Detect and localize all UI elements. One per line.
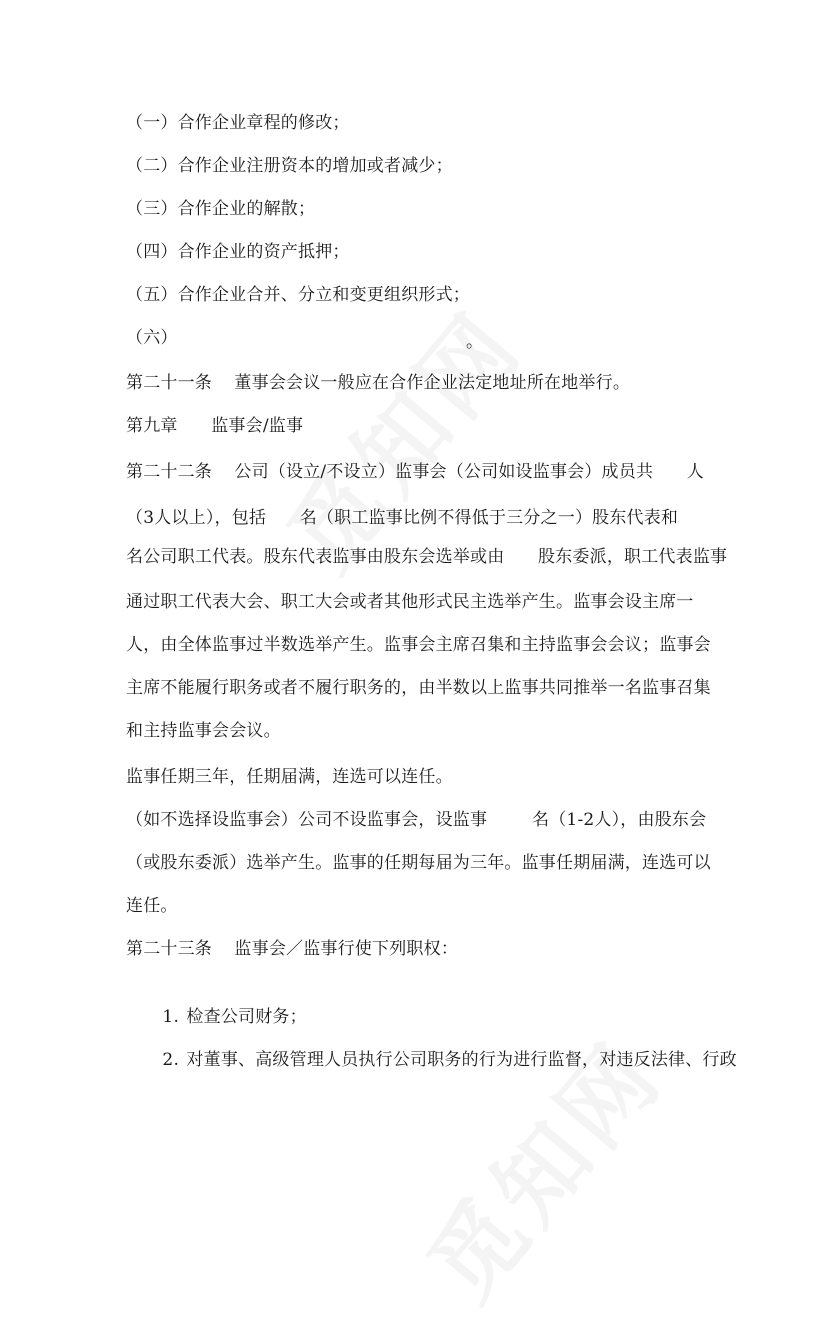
article-22-line-7: 和主持监事会会议。	[126, 721, 281, 741]
list-text: 检查公司财务；	[186, 1007, 307, 1027]
no-board-line-3: 连任。	[126, 896, 178, 916]
list-item-2	[140, 1027, 737, 1093]
clause-item-2: （二）合作企业注册资本的增加或者减少；	[126, 156, 453, 176]
clause-item-5: （五）合作企业合并、分立和变更组织形式；	[126, 285, 470, 305]
clause-item-6: （六）	[126, 328, 178, 348]
supervisor-term: 监事任期三年，任期届满，连选可以连任。	[126, 767, 453, 787]
article-22-line-4: 通过职工代表大会、职工大会或者其他形式民主选举产生。监事会设主席一	[126, 592, 694, 612]
clause-item-6-end: 。	[466, 332, 483, 352]
article-22-line-3: 名公司职工代表。股东代表监事由股东会选举或由 股东委派，职工代表监事	[126, 547, 728, 567]
article-21: 第二十一条 董事会会议一般应在合作企业法定地址所在地举行。	[126, 373, 631, 393]
article-22-line-6: 主席不能履行职务或者不履行职务的，由半数以上监事共同推举一名监事召集	[126, 678, 711, 698]
no-board-line-2: （或股东委派）选举产生。监事的任期每届为三年。监事任期届满，连选可以	[126, 853, 711, 873]
article-22-line-5: 人，由全体监事过半数选举产生。监事会主席召集和主持监事会会议；监事会	[126, 635, 711, 655]
article-22-line-1: 第二十二条 公司（设立/不设立）监事会（公司如设监事会）成员共 人	[126, 462, 704, 482]
list-number: 2.	[162, 1050, 180, 1070]
list-text: 对董事、高级管理人员执行公司职务的行为进行监督，对违反法律、行政	[186, 1050, 737, 1070]
no-board-line-1: （如不选择设监事会）公司不设监事会，设监事 名（1-2人），由股东会	[126, 810, 707, 830]
clause-item-3: （三）合作企业的解散；	[126, 199, 316, 219]
clause-item-4: （四）合作企业的资产抵押；	[126, 242, 350, 262]
article-22-line-2: （3人以上），包括 名（职工监事比例不得低于三分之一）股东代表和	[126, 508, 679, 528]
list-number: 1.	[162, 1007, 180, 1027]
chapter-9-heading: 第九章 监事会/监事	[126, 416, 304, 436]
clause-item-1: （一）合作企业章程的修改；	[126, 113, 350, 133]
article-23: 第二十三条 监事会／监事行使下列职权：	[126, 939, 459, 959]
